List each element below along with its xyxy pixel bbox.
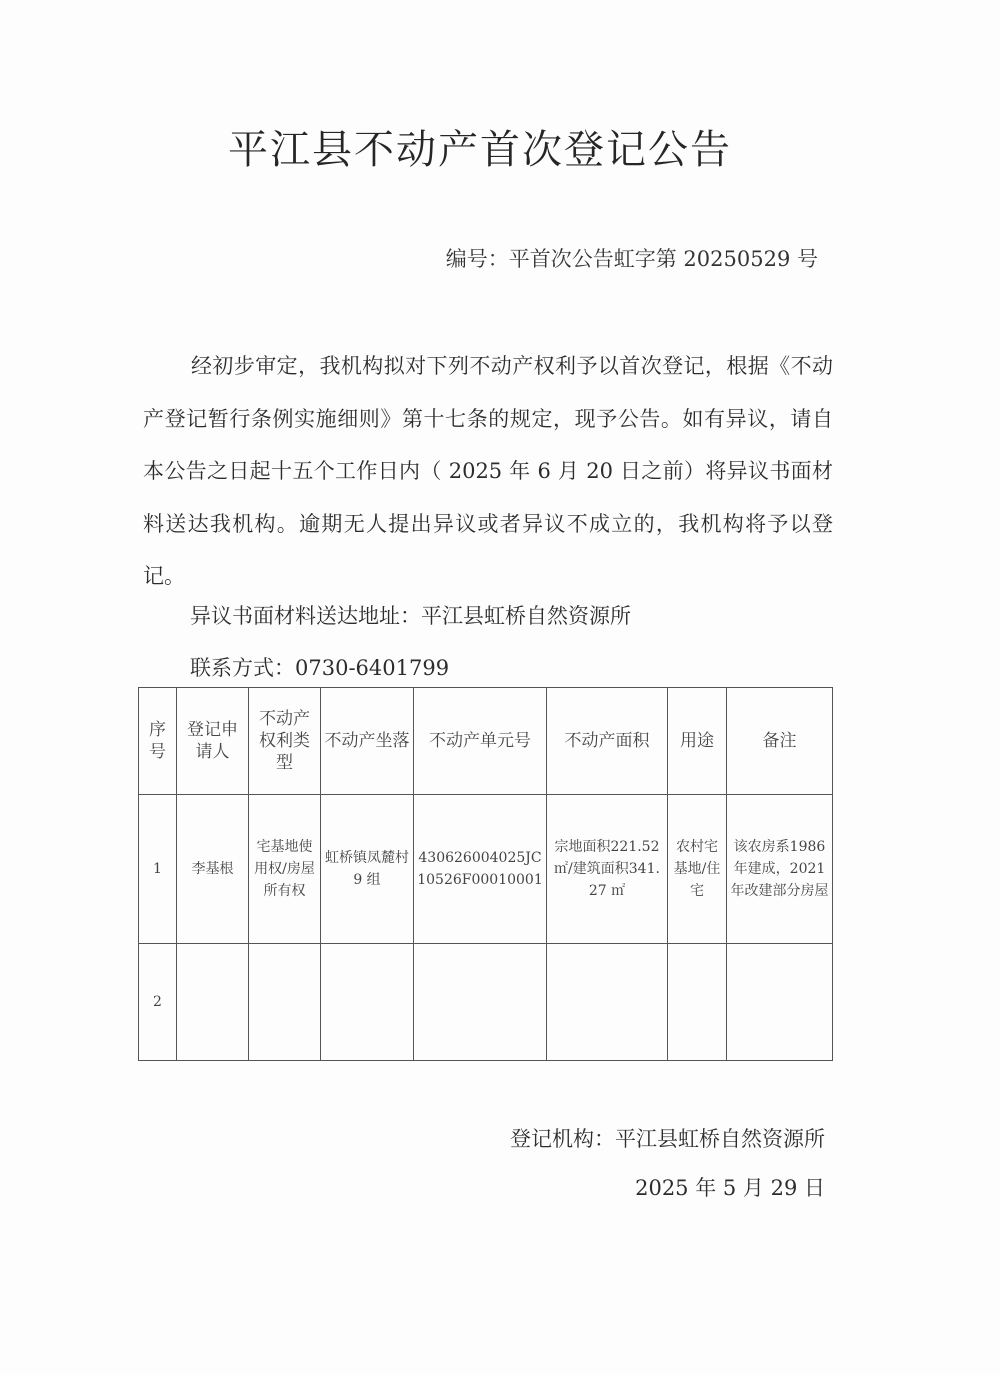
cell-remarks: 该农房系1986 年建成，2021 年改建部分房屋 (727, 795, 833, 944)
page-title: 平江县不动产首次登记公告 (228, 127, 732, 173)
cell-area: 宗地面积221.52 ㎡/建筑面积341.27 ㎡ (547, 795, 668, 944)
col-header-right-type: 不动产权利类型 (249, 688, 321, 795)
col-header-area: 不动产面积 (547, 688, 668, 795)
col-header-applicant: 登记申请人 (177, 688, 249, 795)
contact-info: 联系方式：0730-6401799 (190, 656, 450, 680)
col-header-no: 序号 (139, 688, 177, 795)
col-header-unit-no: 不动产单元号 (414, 688, 547, 795)
table-header-row (139, 688, 833, 795)
cell-location (321, 944, 414, 1061)
registration-table (138, 687, 833, 1061)
cell-right-type (249, 944, 321, 1061)
cell-applicant: 李基根 (177, 795, 249, 944)
cell-remarks (727, 944, 833, 1061)
col-header-usage: 用途 (668, 688, 727, 795)
col-header-location: 不动产坐落 (321, 688, 414, 795)
notice-date: 2025 年 5 月 29 日 (635, 1176, 825, 1200)
cell-unit-no (414, 944, 547, 1061)
cell-right-type: 宅基地使用权/房屋所有权 (249, 795, 321, 944)
cell-no: 1 (139, 795, 177, 944)
cell-usage (668, 944, 727, 1061)
table-row (139, 944, 833, 1061)
document-number: 编号：平首次公告虹字第 20250529 号 (445, 247, 818, 271)
cell-no: 2 (139, 944, 177, 1061)
objection-address: 异议书面材料送达地址：平江县虹桥自然资源所 (190, 604, 631, 628)
cell-location: 虹桥镇凤麓村 9 组 (321, 795, 414, 944)
notice-body-paragraph: 经初步审定，我机构拟对下列不动产权利予以首次登记，根据《不动产登记暂行条例实施细则》第十七条的规定，现予公告。如有异议，请自本公告之日起十五个工作日内（ 2025 年 6 月 20 日之前）将异议书面材料送达我机构。逾期无人提出异议或者异议不成立的，我机构将予以登记。 (143, 354, 833, 588)
table-row (139, 795, 833, 944)
cell-applicant (177, 944, 249, 1061)
registration-organization: 登记机构：平江县虹桥自然资源所 (510, 1127, 825, 1151)
cell-area (547, 944, 668, 1061)
col-header-remarks: 备注 (727, 688, 833, 795)
cell-usage: 农村宅基地/住宅 (668, 795, 727, 944)
cell-unit-no: 430626004025JC10526F00010001 (414, 795, 547, 944)
